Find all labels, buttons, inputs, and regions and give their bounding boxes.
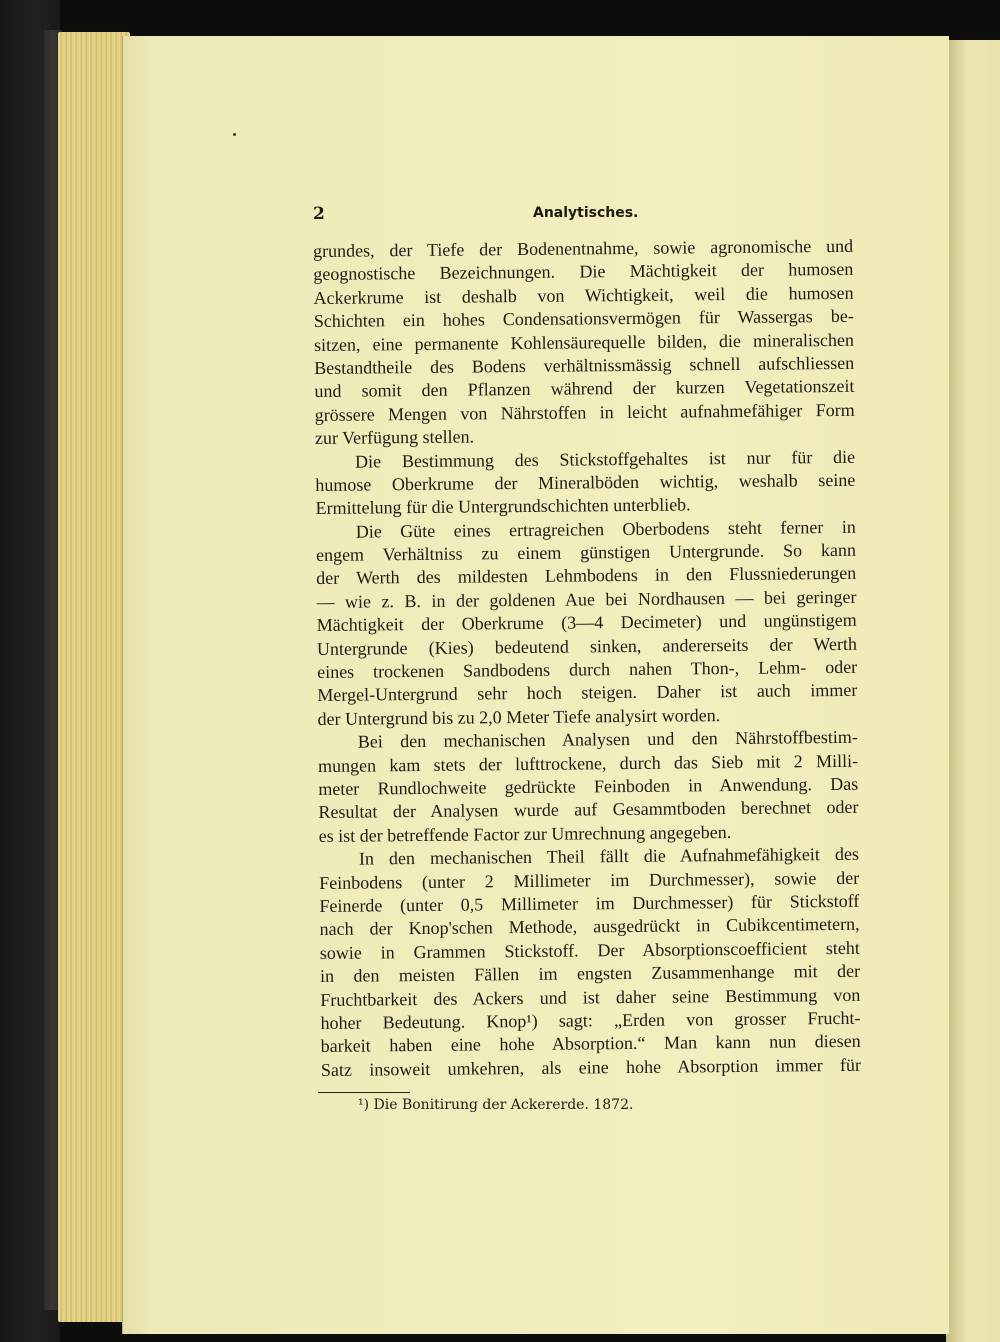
text-line: grössere Mengen von Nährstoffen in leicht aufnahmefähiger Form [314,399,855,425]
text-line: Satz insoweit umkehren, als eine hohe Absorption immer für [320,1054,862,1080]
text-line: Mergel-Untergrund sehr hoch steigen. Daher ist auch immer [317,680,858,706]
text-line: Schichten ein hohes Condensationsvermögen für Wassergas be- [313,305,854,332]
text-line: Fruchtbarkeit des Ackers und ist daher seine Bestimmung von [320,984,861,1010]
ink-speck [233,133,236,136]
text-line: Bestandtheile des Bodens verhältnissmässig schnell aufschliessen [314,352,855,378]
footnote: ¹) Die Bonitirung der Ackererde. 1872. [358,1097,634,1113]
text-line: Ackerkrume ist deshalb von Wichtigkeit, weil die humosen [313,282,854,308]
text-line: Feinbodens (unter 2 Millimeter im Durchmesser), sowie der [319,867,860,893]
text-line: meter Rundlochweite gedrückte Feinboden in Anwendung. Das [318,773,859,799]
page-stack-edges [58,32,130,1322]
text-line: In den mechanischen Theil fällt die Aufnahmefähigkeit des [358,843,860,869]
facing-page-edge [946,40,1000,1342]
text-line: nach der Knop'schen Methode, ausgedrückt in Cubikcentimetern, [319,914,860,940]
text-line: zur Verfügung stellen. [314,426,475,449]
text-line: Feinerde (unter 0,5 Millimeter im Durchmesser) für Stickstoff [319,890,860,916]
text-line: sowie in Grammen Stickstoff. Der Absorptionscoefficient steht [319,937,860,963]
footnote-rule [318,1092,410,1093]
text-line: der Werth des mildesten Lehmbodens in den Flussniederungen [316,563,857,589]
text-line: Die Bestimmung des Stickstoffgehaltes ist nur für die [355,446,856,472]
text-line: eines trockenen Sandbodens durch nahen Thon-, Lehm- oder [317,656,858,683]
running-title: Analytisches. [533,205,639,221]
text-line: barkeit haben eine hohe Absorption.“ Man kann nun diesen [320,1031,861,1057]
text-line: es ist der betreffende Factor zur Umrechnung angegeben. [318,821,732,846]
text-line: humose Oberkrume der Mineralböden wichtig, weshalb seine [315,469,856,495]
text-line: grundes, der Tiefe der Bodenentnahme, sowie agronomische und [313,235,854,261]
text-line: Ermittelung für die Untergrundschichten unterblieb. [315,494,691,519]
text-line: hoher Bedeutung. Knop¹) sagt: „Erden von grosser Frucht- [320,1007,861,1033]
text-line: — wie z. B. in der goldenen Aue bei Nordhausen — bei geringer [316,586,857,612]
text-line: Die Güte eines ertragreichen Oberbodens steht ferner in [355,516,856,542]
text-line: sitzen, eine permanente Kohlensäurequelle bilden, die mineralischen [313,329,855,355]
text-line: der Untergrund bis zu 2,0 Meter Tiefe analysirt worden. [317,704,721,729]
text-line: Resultat der Analysen wurde auf Gesammtboden berechnet oder [318,797,859,823]
page-header [313,204,853,226]
text-line: und somit den Pflanzen während der kurzen Vegetationszeit [314,376,855,402]
body-text [313,235,861,1082]
text-line: mungen kam stets der lufttrockene, durch das Sieb mit 2 Milli- [317,750,859,776]
text-line: Mächtigkeit der Oberkrume (3—4 Decimeter) und ungünstigem [316,610,857,636]
text-line: engem Verhältniss zu einem günstigen Untergrunde. So kann [315,539,857,566]
page-number: 2 [313,204,325,224]
text-line: geognostische Bezeichnungen. Die Mächtigkeit der humosen [313,259,854,285]
text-line: in den meisten Fällen im engsten Zusammenhange mit der [319,960,861,987]
text-line: Bei den mechanischen Analysen und den Nährstoffbestim- [357,726,858,752]
text-line: Untergrunde (Kies) bedeutend sinken, andererseits der Werth [316,633,857,659]
